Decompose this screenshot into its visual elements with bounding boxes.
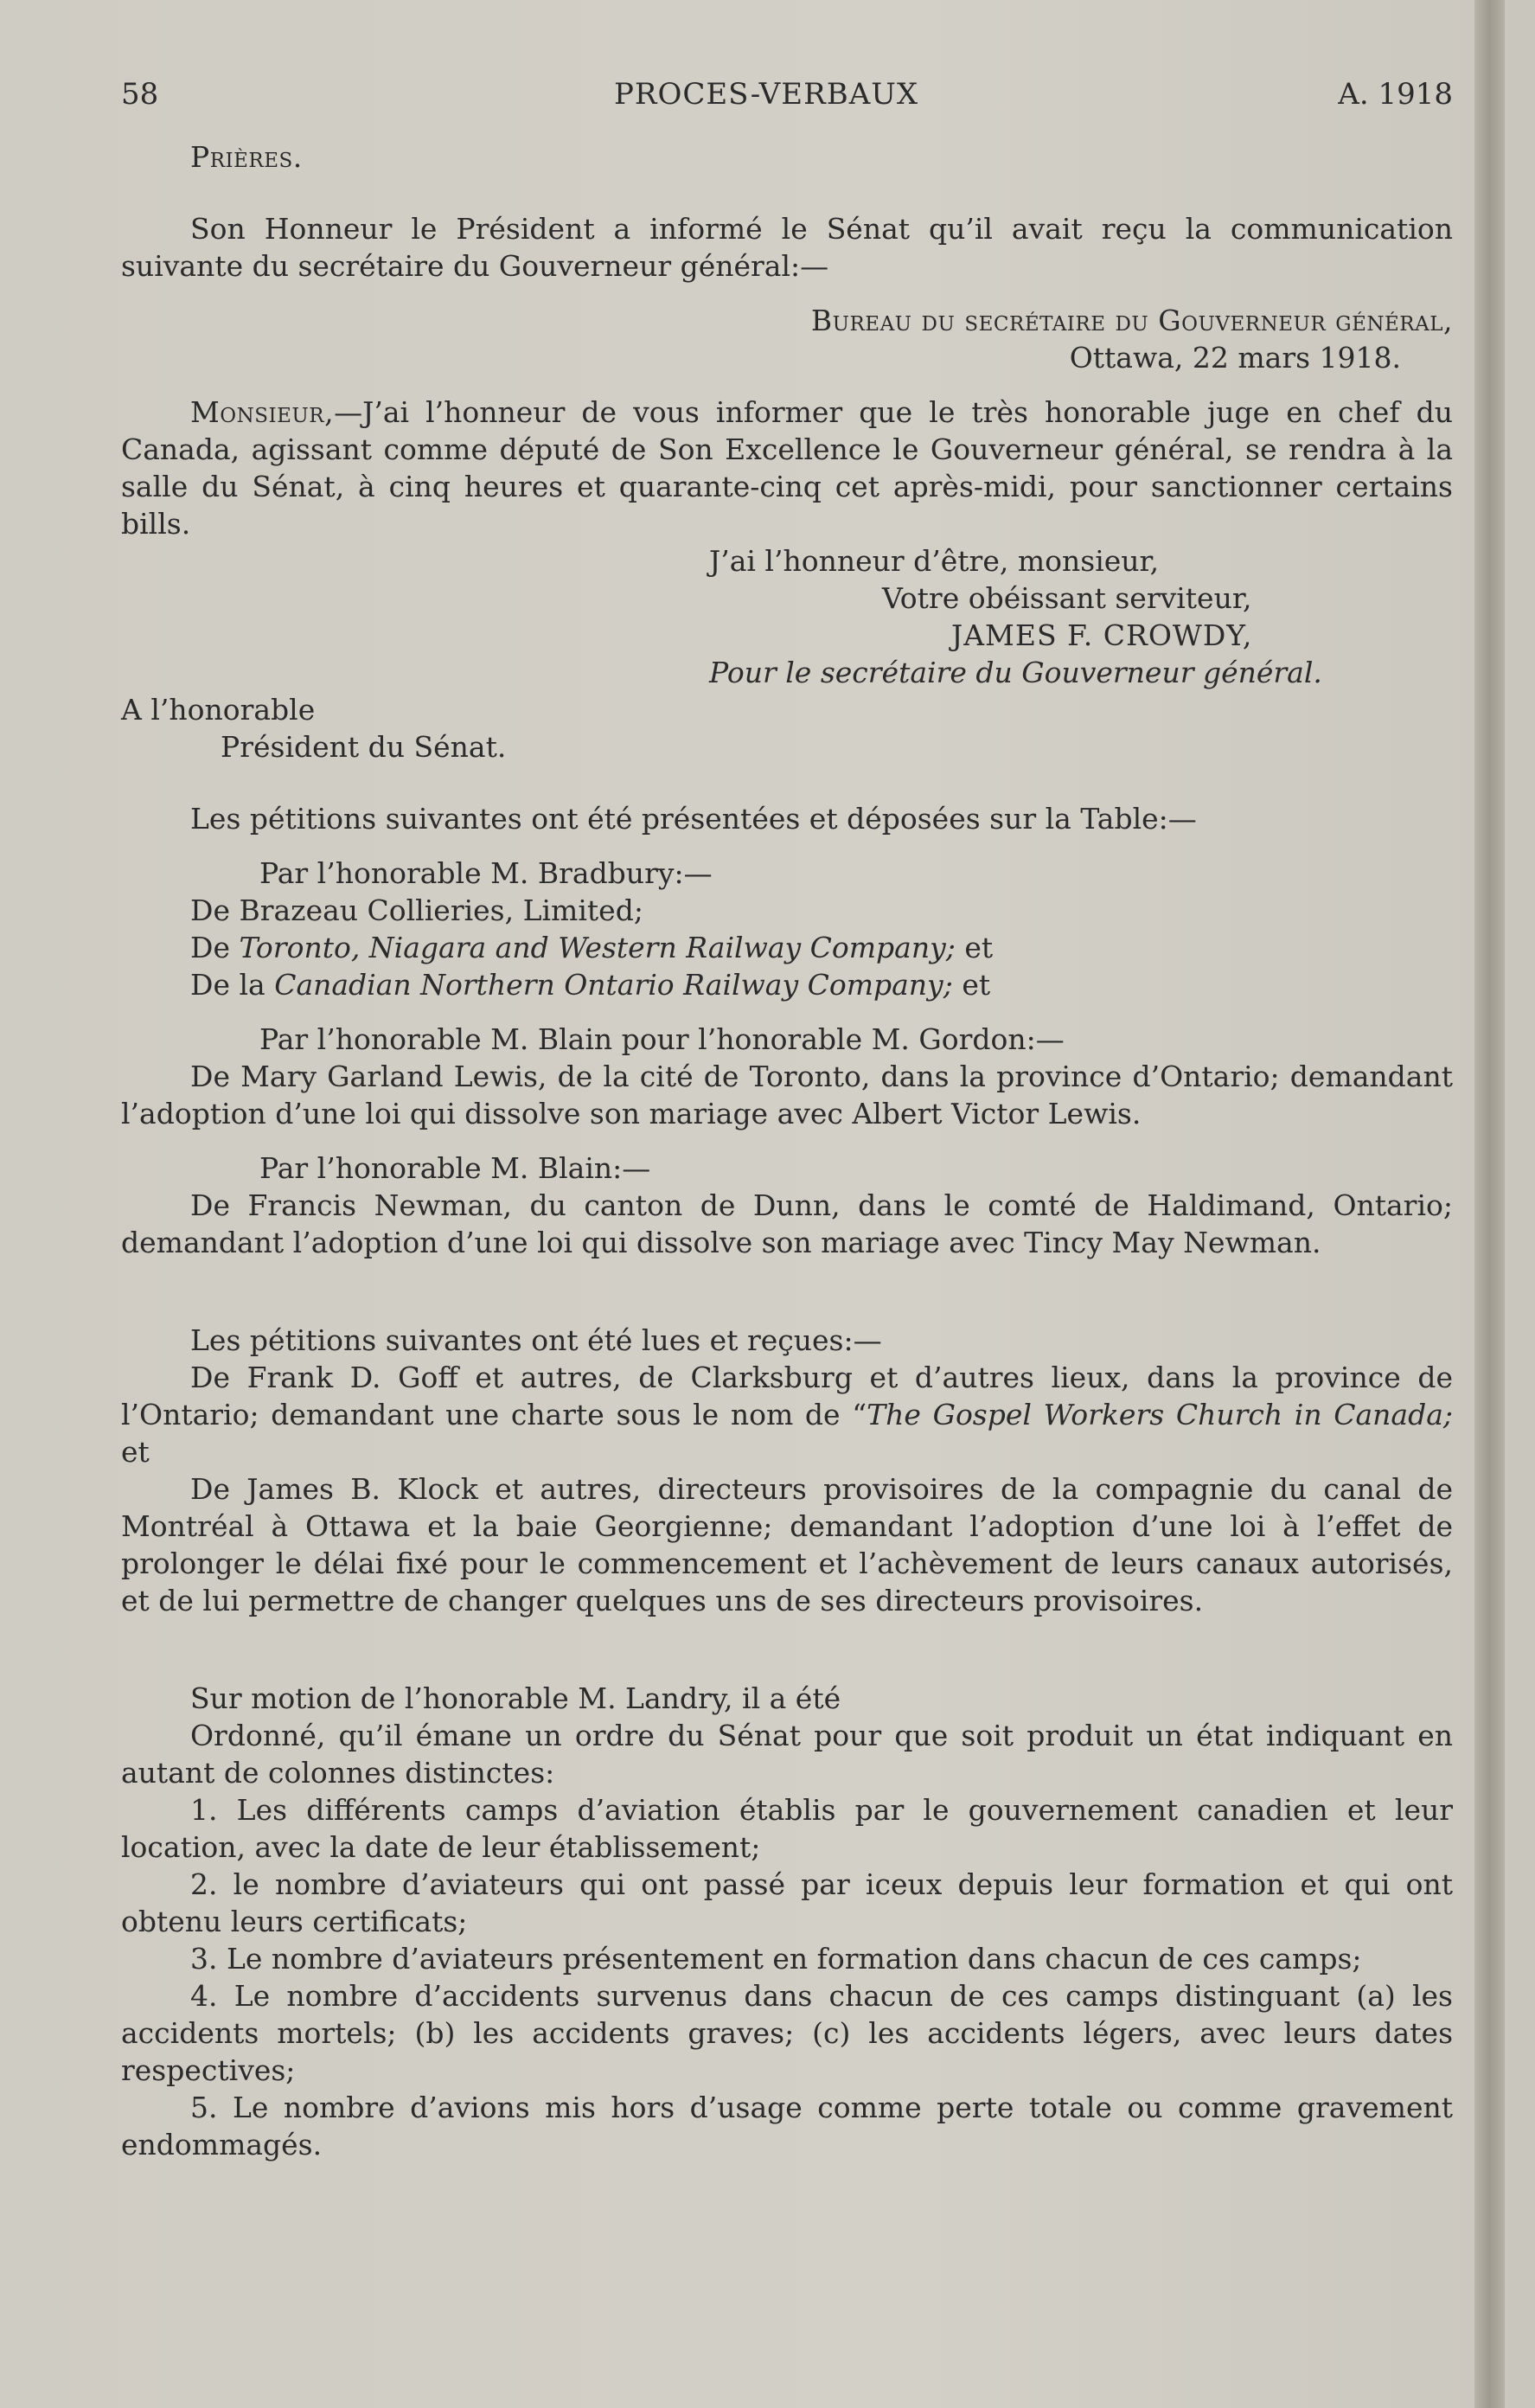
motion-item-4: 4. Le nombre d’accidents survenus dans chacun de ces camps distinguant (a) les accidents mortels; (b) les accidents graves; (c) les accidents légers, avec leurs dates respectives;	[121, 1979, 1453, 2087]
page-year: A. 1918	[1338, 77, 1453, 112]
blain-item: De Francis Newman, du canton de Dunn, dans le comté de Haldimand, Ontario; demandant l’adoption d’une loi qui dissolve son mariage avec Tincy May Newman.	[121, 1188, 1453, 1259]
page-content	[121, 69, 1453, 2163]
blain-gordon-heading: Par l’honorable M. Blain pour l’honorable M. Gordon:—	[259, 1022, 1065, 1056]
letter-body-text: —J’ai l’honneur de vous informer que le très honorable juge en chef du Canada, agissant comme député de Son Excellence le Gouverneur général, se rendra à la salle du Sénat, à cinq heures et quarante-cinq cet après-midi, pour sanctionner certains bills.	[121, 395, 1453, 541]
bradbury-item-2-name: Toronto, Niagara and Western Railway Company;	[239, 931, 956, 964]
page-edge	[1474, 0, 1505, 2408]
letter-location-date: Ottawa, 22 mars 1918.	[1069, 341, 1401, 375]
petitions-read-intro: Les pétitions suivantes ont été lues et reçues:—	[190, 1323, 882, 1357]
klock-petition: De James B. Klock et autres, directeurs provisoires de la compagnie du canal de Montréal à Ottawa et la baie Georgienne; demandant l’adoption d’une loi à l’effet de prolonger le délai fixé pour le commencement et l’achèvement de leurs canaux autorisés, et de lui permettre de changer quelques uns de ses directeurs provisoires.	[121, 1472, 1453, 1617]
page-number: 58	[121, 77, 159, 112]
blain-gordon-item: De Mary Garland Lewis, de la cité de Toronto, dans la province d’Ontario; demandant l’adoption d’une loi qui dissolve son mariage avec Albert Victor Lewis.	[121, 1060, 1453, 1130]
bradbury-item-2	[121, 929, 1453, 966]
bradbury-heading: Par l’honorable M. Bradbury:—	[259, 856, 713, 890]
motion-order: Ordonné, qu’il émane un ordre du Sénat pour que soit produit un état indiquant en autant de colonnes distinctes:	[121, 1719, 1453, 1790]
blain-heading: Par l’honorable M. Blain:—	[259, 1151, 651, 1185]
bradbury-item-3-name: Canadian Northern Ontario Railway Company;	[274, 968, 953, 1002]
letter-body	[121, 394, 1453, 542]
petitions-presented-intro: Les pétitions suivantes ont été présentées et déposées sur la Table:—	[190, 802, 1197, 836]
motion-item-1: 1. Les différents camps d’aviation établis par le gouvernement canadien et leur location, avec la date de leur établissement;	[121, 1793, 1453, 1864]
letter-closing-1: J’ai l’honneur d’être, monsieur,	[709, 544, 1160, 578]
page-header	[121, 69, 1453, 121]
letter-signature: JAMES F. CROWDY,	[951, 618, 1253, 652]
letter-salutation: Monsieur,	[190, 395, 335, 429]
letter-address-2: Président du Sénat.	[221, 730, 507, 764]
motion-item-2: 2. le nombre d’aviateurs qui ont passé par iceux depuis leur formation et qui ont obtenu leurs certificats;	[121, 1867, 1453, 1938]
letter-closing-2: Votre obéissant serviteur,	[882, 581, 1252, 615]
goff-petition-pre: De Frank D. Goff et autres, de Clarksburg et d’autres lieux, dans la province de l’Ontario; demandant une charte sous le nom de “	[121, 1361, 1453, 1431]
letter-signature-role: Pour le secrétaire du Gouverneur général.	[709, 656, 1322, 689]
bradbury-item-3	[121, 966, 1453, 1003]
bradbury-item-3-post: et	[952, 968, 991, 1002]
motion-intro: Sur motion de l’honorable M. Landry, il a été	[190, 1681, 841, 1715]
letter-address-1: A l’honorable	[121, 693, 316, 727]
motion-item-5: 5. Le nombre d’avions mis hors d’usage comme perte totale ou comme gravement endommagés.	[121, 2091, 1453, 2161]
page-title: PROCES-VERBAUX	[614, 77, 919, 112]
prieres-heading: Prières.	[190, 140, 303, 174]
goff-petition	[121, 1359, 1453, 1470]
letter-bureau: Bureau du secrétaire du Gouverneur général,	[810, 304, 1453, 337]
bradbury-item-2-post: et	[955, 931, 994, 964]
paragraph-communication: Son Honneur le Président a informé le Sénat qu’il avait reçu la communication suivante du secrétaire du Gouverneur général:—	[121, 212, 1453, 283]
motion-item-3: 3. Le nombre d’aviateurs présentement en formation dans chacun de ces camps;	[190, 1942, 1362, 1976]
bradbury-item-2-pre: De	[190, 931, 240, 964]
goff-petition-post: et	[121, 1435, 150, 1469]
bradbury-item-3-pre: De la	[190, 968, 275, 1002]
bradbury-item-1: De Brazeau Collieries, Limited;	[190, 893, 643, 927]
goff-petition-name: The Gospel Workers Church in Canada;	[867, 1398, 1454, 1431]
